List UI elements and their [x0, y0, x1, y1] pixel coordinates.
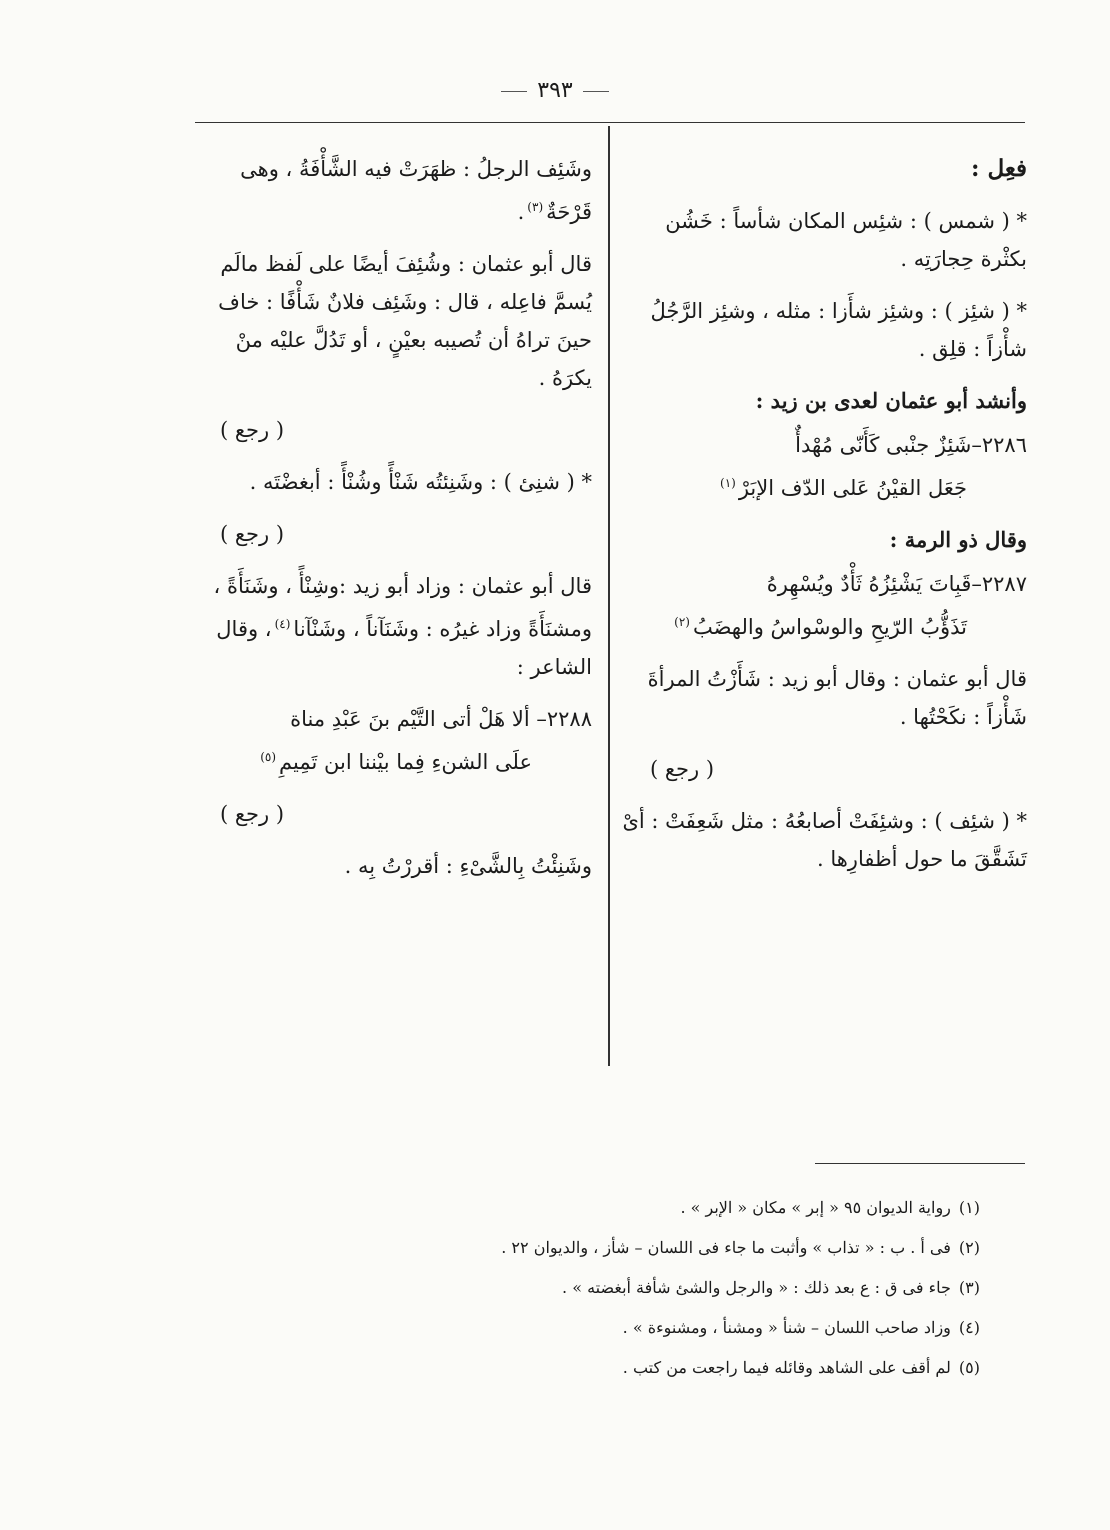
verse-2288: [192, 700, 592, 781]
verse-line-1: ٢٢٨٨– ألا هَلْ أتى التَّيْم بنَ عَبْدِ مناة: [290, 707, 592, 731]
dash-right: [583, 91, 609, 92]
entry-paragraph: [192, 150, 592, 231]
footnote: [300, 1308, 980, 1348]
entry-paragraph: * ( شئِز ) : وشئِز شأَزا : مثله ، وشئِز الرَّجُلُ شأْزاً : قلِق .: [650, 299, 1027, 361]
verse-line-2: جَعَل القيْنُ عَلى الدّف الإبَرْ: [738, 476, 967, 500]
footnote-text: فى أ . ب : « تذاب » وأثبت ما جاء فى اللسان – شأز ، والديوان ٢٢ .: [501, 1238, 951, 1257]
paragraph-tail: .: [517, 200, 525, 224]
right-column: [622, 150, 1027, 892]
entry-paragraph: وشَنِئْتُ بِالشَّىْءِ : أقررْتُ بِه .: [344, 854, 592, 878]
footnote-ref: (٣): [527, 200, 544, 214]
footnote-text: وزاد صاحب اللسان – شنأ « ومشنأ ، ومشنوءة » .: [622, 1318, 951, 1337]
verse-line-1: ٢٢٨٦–شَئِزٌ جنْبى كَأَنّى مُهْدأٌ: [795, 433, 1027, 457]
verse-line-2-wrap: [192, 738, 592, 781]
entry-paragraph: * ( شنِئ ) : وشَنِئتُه شَنْأً وشُنْأً : أبغضْتَه .: [249, 470, 592, 494]
footnote-number: (٢): [958, 1238, 980, 1257]
footnote: [300, 1348, 980, 1388]
entry-paragraph: * ( شمس ) : شئِس المكان شأساً : خَشُن بكثْرة حِجارَتِه .: [665, 209, 1027, 271]
entry-paragraph: [192, 567, 592, 686]
verse-line-2-wrap: [622, 603, 1027, 646]
footnote: [300, 1188, 980, 1228]
paragraph-text: وشَئِف الرجلُ : ظهَرَتْ فيه الشَّأْفَةُ ، وهى قَرْحَةٌ: [240, 157, 592, 224]
footnote-rule: [815, 1163, 1025, 1164]
dash-left: [501, 91, 527, 92]
footnote-text: جاء فى ق : ع بعد ذلك : « والرجل والشئ شأفة أبغضته » .: [562, 1278, 951, 1297]
page-number: ٣٩٣: [537, 78, 573, 103]
quote-intro: وقال ذو الرمة :: [889, 527, 1027, 552]
raja-marker: ( رجع ): [650, 757, 715, 781]
verse-line-2: تَذَؤُّبُ الرّيحِ والوسْواسُ والهضَبُ: [692, 615, 967, 639]
header-rule: [195, 122, 1025, 123]
footnote: [300, 1228, 980, 1268]
raja-marker: ( رجع ): [220, 802, 285, 826]
footnote-number: (٣): [958, 1278, 980, 1297]
entry-paragraph: قال أبو عثمان : وقال أبو زيد : شَأَزْتُ المرأةَ شَأْزاً : نكَحْتُها .: [647, 667, 1027, 729]
verse-2286: [622, 426, 1027, 507]
left-column: [192, 150, 592, 899]
footnote-text: لم أقف على الشاهد وقائله فيما راجعت من كتب .: [622, 1358, 951, 1377]
entry-paragraph: قال أبو عثمان : وشُئِفَ أيضًا على لَفظ مالَم يُسمَّ فاعِله ، قال : وشَئِف فلانٌ شَأْفًا : خاف حينَ تراهُ أن تُصيبه بعيْنٍ ، أو تَدُلَّ عليْه منْ يكرَهُ .: [218, 252, 592, 390]
footnote-ref: (٢): [674, 615, 690, 629]
verse-line-2-wrap: [622, 464, 1027, 507]
raja-marker: ( رجع ): [220, 522, 285, 546]
footnote-ref: (٥): [260, 750, 277, 764]
verse-line-2: علَى الشنءِ فِما بيْننا ابن تَمِيمِ: [279, 750, 532, 774]
verse-line-1: ٢٢٨٧–قَبِاتَ يَشْئِزُهُ ثَأْدٌ ويُسْهِرهُ: [766, 572, 1027, 596]
footnote: [300, 1268, 980, 1308]
section-heading: فعِل :: [970, 155, 1027, 182]
page-number-row: [0, 78, 1110, 103]
raja-marker: ( رجع ): [220, 418, 285, 442]
footnote-ref: (١): [720, 476, 736, 490]
paragraph-tail: ، وقال الشاعر :: [216, 617, 592, 679]
footnote-number: (٥): [958, 1358, 980, 1377]
footnote-number: (١): [958, 1198, 980, 1217]
paragraph-text: قال أبو عثمان : وزاد أبو زيد :وشِنْأً ، وشَنَأَةً ، ومشنَأَةً وزاد غيرُه : وشَنَآناً ، وشَنْآنا: [213, 574, 592, 641]
footnote-ref: (٤): [274, 617, 291, 631]
column-divider: [608, 126, 610, 1066]
footnotes: [300, 1188, 980, 1388]
quote-intro: وأنشد أبو عثمان لعدى بن زيد :: [755, 388, 1027, 413]
footnote-number: (٤): [958, 1318, 980, 1337]
entry-paragraph: * ( شئِف ) : وشئِفَتْ أصابعُهُ : مثل شَعِفَتْ : أىْ تَشَقَّقَ ما حول أظفارِها .: [622, 809, 1027, 871]
verse-2287: [622, 565, 1027, 646]
footnote-text: رواية الديوان ٩٥ « إبر » مكان « الإبر » .: [680, 1198, 951, 1217]
